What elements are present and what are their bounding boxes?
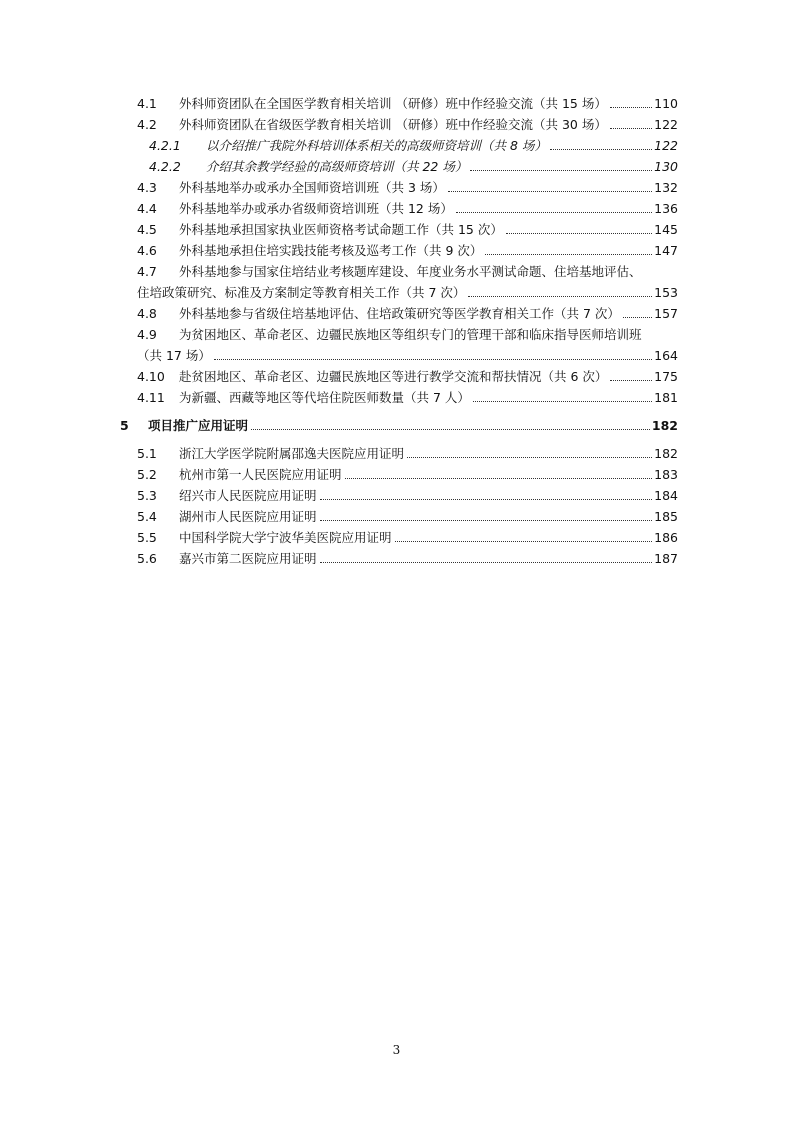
toc-entry-page: 153 [654, 285, 678, 300]
toc-entry-title: 外科师资团队在全国医学教育相关培训 （研修）班中作经验交流（共 15 场） [179, 96, 607, 111]
toc-entry-page: 182 [651, 418, 678, 433]
toc-entry-number: 5.1 [137, 446, 157, 461]
toc-entry-number: 5.3 [137, 488, 157, 503]
toc-entry-title-continued: 住培政策研究、标准及方案制定等教育相关工作（共 7 次） [137, 285, 466, 300]
dot-leader [610, 107, 652, 108]
toc-entry-4-5[interactable] [137, 222, 678, 238]
toc-entry-title: 以介绍推广我院外科培训体系相关的高级师资培训（共 8 场） [206, 138, 547, 153]
toc-entry-title: 外科师资团队在省级医学教育相关培训 （研修）班中作经验交流（共 30 场） [179, 117, 607, 132]
dot-leader [470, 170, 652, 171]
toc-entry-title: 外科基地举办或承办全国师资培训班（共 3 场） [179, 180, 445, 195]
dot-leader [395, 541, 653, 542]
dot-leader [610, 128, 652, 129]
toc-entry-number: 4.2.1 [149, 138, 181, 153]
toc-entry-5-2[interactable] [137, 467, 678, 483]
toc-entry-title: 外科基地承担国家执业医师资格考试命题工作（共 15 次） [179, 222, 503, 237]
toc-entry-page: 130 [654, 159, 678, 174]
toc-entry-title: 为贫困地区、革命老区、边疆民族地区等组织专门的管理干部和临床指导医师培训班 [179, 327, 642, 342]
toc-entry-4-7-continued[interactable] [137, 285, 678, 301]
toc-entry-number: 4.11 [137, 390, 165, 405]
toc-entry-title: 外科基地参与省级住培基地评估、住培政策研究等医学教育相关工作（共 7 次） [179, 306, 620, 321]
toc-entry-4-10[interactable] [137, 369, 678, 385]
toc-entry-title: 湖州市人民医院应用证明 [179, 509, 317, 524]
toc-entry-5-5[interactable] [137, 530, 678, 546]
dot-leader [473, 401, 652, 402]
toc-entry-4-6[interactable] [137, 243, 678, 259]
toc-entry-title: 绍兴市人民医院应用证明 [179, 488, 317, 503]
toc-entry-number: 5.4 [137, 509, 157, 524]
toc-entry-number: 4.2 [137, 117, 157, 132]
toc-entry-4-2-1[interactable] [149, 138, 678, 154]
toc-entry-page: 147 [654, 243, 678, 258]
dot-leader [345, 478, 653, 479]
dot-leader [448, 191, 652, 192]
toc-entry-number: 5.6 [137, 551, 157, 566]
toc-entry-page: 175 [654, 369, 678, 384]
toc-entry-4-3[interactable] [137, 180, 678, 196]
dot-leader [485, 254, 652, 255]
toc-entry-number: 4.1 [137, 96, 157, 111]
toc-entry-page: 186 [654, 530, 678, 545]
dot-leader [320, 562, 653, 563]
toc-entry-title: 浙江大学医学院附属邵逸夫医院应用证明 [179, 446, 405, 461]
toc-entry-4-8[interactable] [137, 306, 678, 322]
toc-entry-page: 181 [654, 390, 678, 405]
toc-entry-title: 外科基地参与国家住培结业考核题库建设、年度业务水平测试命题、住培基地评估、 [179, 264, 642, 279]
dot-leader [407, 457, 652, 458]
toc-entry-number: 5 [120, 418, 129, 433]
toc-entry-page: 187 [654, 551, 678, 566]
toc-entry-number: 4.10 [137, 369, 165, 384]
toc-entry-page: 122 [654, 138, 678, 153]
toc-entry-4-9-continued[interactable] [137, 348, 678, 364]
toc-entry-title-continued: （共 17 场） [137, 348, 211, 363]
dot-leader [251, 429, 650, 430]
dot-leader [550, 149, 652, 150]
toc-entry-number: 4.7 [137, 264, 157, 279]
toc-entry-4-2[interactable] [137, 117, 678, 133]
toc-entry-title: 赴贫困地区、革命老区、边疆民族地区等进行教学交流和帮扶情况（共 6 次） [179, 369, 608, 384]
toc-entry-title: 外科基地举办或承办省级师资培训班（共 12 场） [179, 201, 453, 216]
page-number: 3 [392, 1043, 401, 1057]
toc-entry-number: 4.8 [137, 306, 157, 321]
toc-entry-page: 184 [654, 488, 678, 503]
toc-entry-4-9[interactable] [137, 327, 642, 343]
dot-leader [468, 296, 652, 297]
toc-entry-page: 185 [654, 509, 678, 524]
toc-entry-title: 项目推广应用证明 [148, 418, 249, 433]
toc-entry-5[interactable] [120, 418, 678, 434]
toc-entry-4-7[interactable] [137, 264, 642, 280]
dot-leader [320, 499, 653, 500]
toc-entry-number: 4.6 [137, 243, 157, 258]
dot-leader [456, 212, 652, 213]
toc-entry-title: 杭州市第一人民医院应用证明 [179, 467, 342, 482]
toc-entry-number: 4.9 [137, 327, 157, 342]
toc-entry-4-2-2[interactable] [149, 159, 678, 175]
toc-entry-page: 164 [654, 348, 678, 363]
toc-entry-number: 4.2.2 [149, 159, 181, 174]
toc-entry-4-11[interactable] [137, 390, 678, 406]
toc-entry-title: 外科基地承担住培实践技能考核及巡考工作（共 9 次） [179, 243, 483, 258]
toc-entry-4-1[interactable] [137, 96, 678, 112]
toc-entry-page: 122 [654, 117, 678, 132]
toc-entry-page: 145 [654, 222, 678, 237]
toc-entry-number: 5.5 [137, 530, 157, 545]
toc-entry-title: 为新疆、西藏等地区等代培住院医师数量（共 7 人） [179, 390, 470, 405]
toc-entry-page: 182 [654, 446, 678, 461]
toc-entry-5-3[interactable] [137, 488, 678, 504]
toc-entry-page: 183 [654, 467, 678, 482]
dot-leader [610, 380, 652, 381]
toc-entry-page: 136 [654, 201, 678, 216]
dot-leader [506, 233, 652, 234]
toc-entry-title: 嘉兴市第二医院应用证明 [179, 551, 317, 566]
toc-entry-4-4[interactable] [137, 201, 678, 217]
dot-leader [623, 317, 652, 318]
toc-entry-5-1[interactable] [137, 446, 678, 462]
toc-entry-page: 157 [654, 306, 678, 321]
toc-entry-5-4[interactable] [137, 509, 678, 525]
dot-leader [320, 520, 653, 521]
toc-entry-title: 介绍其余教学经验的高级师资培训（共 22 场） [206, 159, 468, 174]
toc-entry-page: 110 [654, 96, 678, 111]
toc-entry-number: 4.5 [137, 222, 157, 237]
toc-entry-number: 4.3 [137, 180, 157, 195]
toc-entry-5-6[interactable] [137, 551, 678, 567]
toc-entry-title: 中国科学院大学宁波华美医院应用证明 [179, 530, 392, 545]
toc-entry-number: 4.4 [137, 201, 157, 216]
toc-entry-number: 5.2 [137, 467, 157, 482]
dot-leader [214, 359, 652, 360]
toc-entry-page: 132 [654, 180, 678, 195]
